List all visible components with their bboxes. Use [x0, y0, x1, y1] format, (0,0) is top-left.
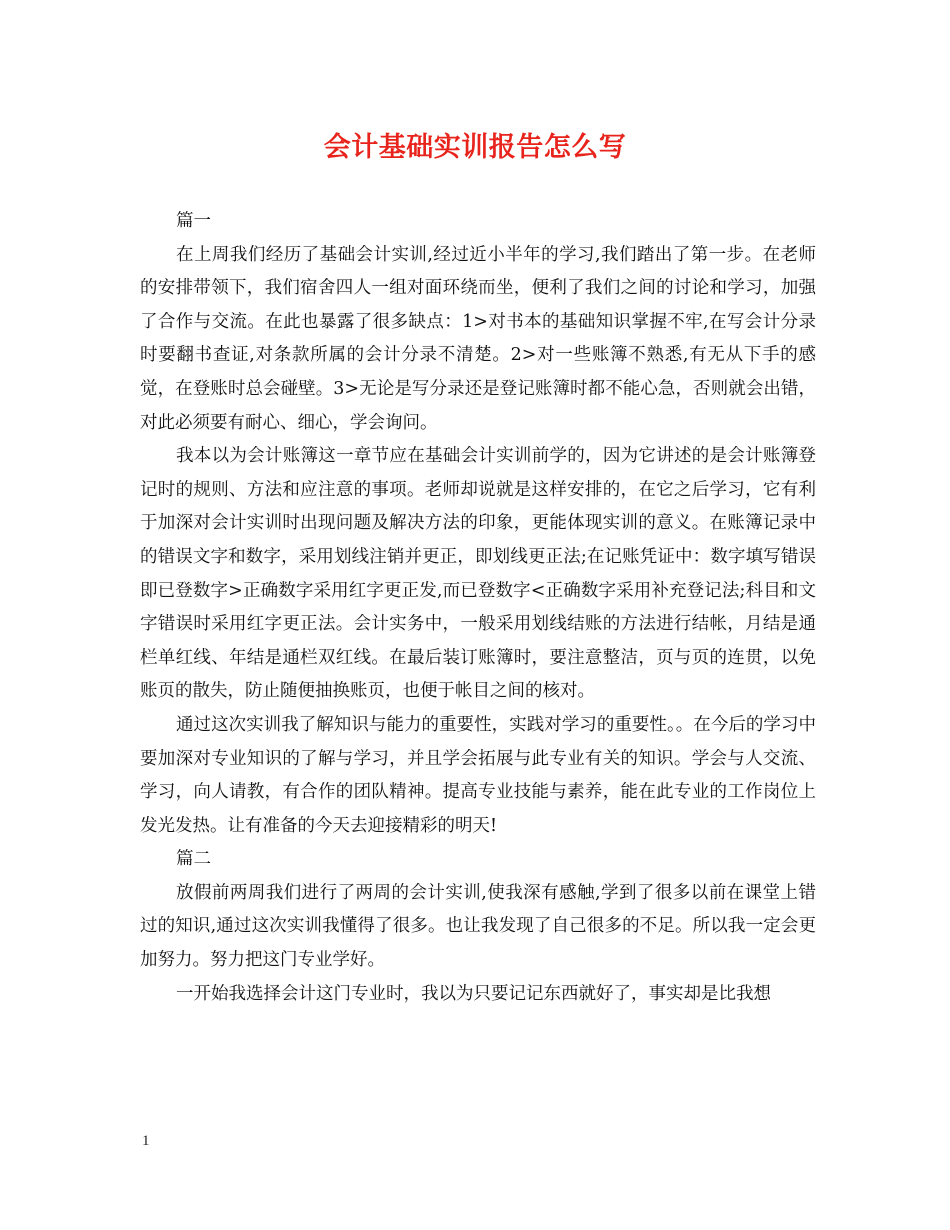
paragraph: 我本以为会计账簿这一章节应在基础会计实训前学的，因为它讲述的是会计账簿登记时的规则、方法和应注意的事项。老师却说就是这样安排的，在它之后学习，它有利于加深对会计实训时出现问题及解决方法的印象，更能体现实训的意义。在账簿记录中的错误文字和数字，采用划线注销并更正，即划线更正法;在记账凭证中：数字填写错误即已登数字>正确数字采用红字更正发,而已登数字<正确数字采用补充登记法;科目和文字错误时采用红字更正法。会计实务中，一般采用划线结账的方法进行结帐，月结是通栏单红线、年结是通栏双红线。在最后装订账簿时，要注意整洁，页与页的连贯，以免账页的散失，防止随便抽换账页，也便于帐目之间的核对。	[140, 446, 816, 702]
section-heading: 篇一	[176, 211, 211, 231]
paragraph: 在上周我们经历了基础会计实训,经过近小半年的学习,我们踏出了第一步。在老师的安排带领下，我们宿舍四人一组对面环绕而坐，便利了我们之间的讨论和学习，加强了合作与交流。在此也暴露了很多缺点：1>对书本的基础知识掌握不牢,在写会计分录时要翻书查证,对条款所属的会计分录不清楚。2>对一些账簿不熟悉,有无从下手的感觉，在登账时总会碰壁。3>无论是写分录还是登记账簿时都不能心急，否则就会出错，对此必须要有耐心、细心，学会询问。	[140, 244, 816, 433]
page-number: 1	[142, 1133, 150, 1149]
paragraph: 通过这次实训我了解知识与能力的重要性，实践对学习的重要性。。在今后的学习中要加深对专业知识的了解与学习，并且学会拓展与此专业有关的知识。学会与人交流、学习，向人请教，有合作的团队精神。提高专业技能与素养，能在此专业的工作岗位上发光发热。让有准备的今天去迎接精彩的明天!	[140, 714, 816, 836]
paragraph: 一开始我选择会计这门专业时，我以为只要记记东西就好了，事实却是比我想	[176, 983, 771, 1004]
document-title: 会计基础实训报告怎么写	[323, 132, 627, 163]
document-body	[140, 205, 816, 1011]
paragraph: 放假前两周我们进行了两周的会计实训,使我深有感触,学到了很多以前在课堂上错过的知识,通过这次实训我懂得了很多。也让我发现了自己很多的不足。所以我一定会更加努力。努力把这门专业学好。	[140, 882, 816, 971]
section-heading: 篇二	[176, 849, 211, 870]
